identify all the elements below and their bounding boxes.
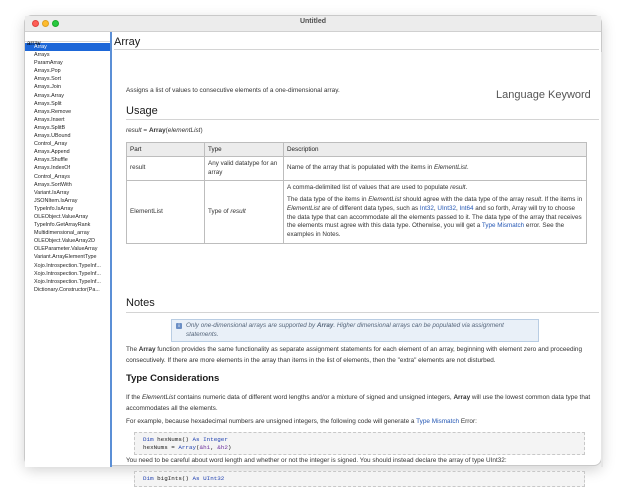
- row-type: [205, 181, 284, 243]
- page-title: Array: [114, 36, 141, 48]
- code-keyword: UInt32: [203, 475, 225, 482]
- para-text: For example, because hexadecimal numbers are unsigned integers, the following code will generate a: [126, 418, 417, 425]
- list-item[interactable]: Xojo.Introspection.TypeInf...: [34, 262, 101, 269]
- code-literal: &h2: [217, 443, 228, 451]
- desc-emphasis: ElementList: [434, 164, 467, 172]
- title-bar: [25, 16, 601, 32]
- code-line: [143, 475, 576, 483]
- code-text: hexNums(): [153, 436, 193, 443]
- usage-heading: Usage: [126, 105, 158, 117]
- type-paragraph-3: You need to be careful about word length and whether or not the integer is signed. You should instead declare the array of type UInt32:: [126, 457, 507, 464]
- note-strong: Array: [316, 322, 334, 329]
- desc-emphasis: result: [450, 184, 466, 192]
- list-item[interactable]: Arrays.SortWith: [34, 181, 72, 188]
- list-item[interactable]: Arrays.Shuffle: [34, 157, 68, 164]
- list-item[interactable]: Arrays: [34, 52, 50, 59]
- list-item[interactable]: Variant.ArrayElementType: [34, 254, 97, 261]
- row-part: result: [127, 157, 205, 181]
- list-item[interactable]: Control_Arrays: [34, 173, 70, 180]
- summary-text: Assigns a list of values to consecutive elements of a one-dimensional array.: [126, 87, 340, 94]
- list-item[interactable]: Variant.IsArray: [34, 189, 70, 196]
- para-text: will use the lowest common data type that accommodates all the elements.: [126, 394, 591, 412]
- code-keyword: Array: [178, 443, 197, 451]
- desc-text: . If the items in: [541, 196, 583, 204]
- int64-link[interactable]: Int64: [459, 204, 474, 212]
- header-description: Description: [284, 143, 587, 157]
- desc-text: Name of the array that is populated with the items in: [287, 164, 435, 172]
- list-item[interactable]: Arrays.Split: [34, 100, 62, 107]
- language-keyword-label: Language Keyword: [496, 89, 591, 101]
- desc-text: are of different data types, such as: [319, 204, 420, 212]
- desc-emphasis: result: [525, 196, 542, 204]
- list-item[interactable]: Xojo.Introspection.TypeInf...: [34, 270, 101, 277]
- list-item[interactable]: Multidimensional_array: [34, 230, 90, 237]
- desc-text: The data type of the items in: [287, 196, 369, 204]
- code-keyword: Dim: [143, 475, 154, 482]
- type-paragraph-2: [126, 417, 592, 428]
- type-mismatch-link[interactable]: Type Mismatch: [416, 418, 460, 425]
- list-item[interactable]: Arrays.UBound: [34, 133, 71, 140]
- list-item[interactable]: Arrays.IndexOf: [34, 165, 70, 172]
- content-pane: [114, 32, 603, 482]
- table-row: [127, 157, 587, 181]
- list-item[interactable]: Arrays.Join: [34, 84, 61, 91]
- list-item[interactable]: TypeInfo.GetArrayRank: [34, 222, 91, 229]
- table-row: [127, 181, 587, 243]
- title-divider: [114, 49, 599, 50]
- para-strong: Array: [138, 346, 156, 353]
- code-text: ): [227, 443, 232, 451]
- desc-text: ,: [455, 204, 460, 212]
- list-item[interactable]: JSONItem.IsArray: [34, 197, 78, 204]
- list-item[interactable]: Dictionary.Constructor(Pa...: [34, 286, 100, 293]
- list-item[interactable]: TypeInfo.IsArray: [34, 205, 74, 212]
- list-item[interactable]: Arrays.Insert: [34, 116, 65, 123]
- table-header-row: [127, 143, 587, 157]
- para-text: Error:: [459, 418, 477, 425]
- syntax-result: result: [126, 127, 142, 134]
- list-item[interactable]: ParamArray: [34, 60, 63, 67]
- para-text: contains numeric data of different word lengths and/or a mixture of signed and unsigned integers,: [175, 394, 454, 401]
- parameters-table: [126, 142, 587, 244]
- desc-paragraph: [287, 184, 583, 193]
- notes-heading: Notes: [126, 297, 155, 309]
- code-keyword: Integer: [203, 436, 228, 443]
- list-item[interactable]: Control_Array: [34, 141, 68, 148]
- desc-emphasis: ElementList: [368, 196, 402, 204]
- window-title: Untitled: [299, 18, 327, 25]
- type-text: Type of: [208, 207, 231, 215]
- para-text: The: [126, 346, 139, 353]
- syntax-arg: elementList: [167, 127, 201, 134]
- code-block-hexnums: [134, 432, 585, 455]
- syntax-equals: =: [141, 127, 149, 134]
- desc-text: .: [466, 164, 469, 172]
- list-item[interactable]: Arrays.SplitB: [34, 124, 66, 131]
- list-item[interactable]: Array: [25, 43, 110, 51]
- para-text: function provides the same functionality as separate assignment statements for each element of an array, beginning with element zero and proceeding consecutively. If there are more elements in the array than items in the list of elements, then the "extra" elements are not disturbed.: [126, 346, 583, 364]
- para-text: If the: [126, 394, 142, 401]
- sidebar: [25, 32, 112, 467]
- note-text: . Higher dimensional arrays can be populated via assignment statements.: [186, 322, 504, 338]
- header-part: Part: [127, 143, 205, 157]
- list-item[interactable]: Arrays.Array: [34, 92, 64, 99]
- info-icon: i: [176, 323, 182, 329]
- type-mismatch-link[interactable]: Type Mismatch: [481, 222, 525, 230]
- syntax-open-paren: (: [165, 127, 168, 134]
- list-item[interactable]: OLEParameter.ValueArray: [34, 246, 98, 253]
- type-considerations-heading: Type Considerations: [126, 373, 220, 384]
- desc-text: .: [465, 184, 468, 192]
- list-item[interactable]: Arrays.Remove: [34, 108, 72, 115]
- list-item[interactable]: Xojo.Introspection.TypeInf...: [34, 278, 101, 285]
- list-item[interactable]: Arrays.Append: [34, 149, 70, 156]
- list-item[interactable]: OLEObject.ValueArray2D: [34, 238, 96, 245]
- code-keyword: As: [192, 475, 200, 482]
- code-block-bigints: [134, 471, 585, 487]
- para-emphasis: ElementList: [142, 394, 176, 401]
- app-window: [24, 15, 602, 482]
- code-keyword: As: [192, 436, 200, 443]
- type-emphasis: result: [230, 207, 246, 215]
- desc-text: A comma-delimited list of values that are used to populate: [287, 184, 451, 192]
- code-text: bigInts(): [153, 475, 193, 482]
- uint32-link[interactable]: UInt32: [437, 204, 456, 212]
- note-text: Only one-dimensional arrays are supported by: [186, 322, 317, 329]
- notes-divider: [126, 312, 599, 313]
- row-description: [284, 157, 587, 181]
- row-type: Any valid datatype for an array: [205, 157, 284, 181]
- code-literal: &h1: [199, 443, 211, 451]
- list-item[interactable]: OLEObject.ValueArray: [34, 213, 89, 220]
- desc-text: ,: [433, 204, 438, 212]
- search-row: [25, 32, 110, 42]
- syntax-close-paren: ): [200, 127, 203, 134]
- usage-divider: [126, 119, 599, 120]
- vertical-scrollbar[interactable]: [601, 52, 603, 467]
- code-line: [143, 436, 576, 444]
- int32-link[interactable]: Int32: [419, 204, 434, 212]
- row-part: ElementList: [127, 181, 205, 243]
- list-item[interactable]: Arrays.Pop: [34, 68, 61, 75]
- code-text: ,: [210, 443, 218, 451]
- desc-text: should agree with the data type of the array: [401, 196, 526, 204]
- code-text: hexNums =: [143, 443, 179, 451]
- search-results-list: [25, 42, 110, 294]
- syntax-line: [126, 127, 203, 134]
- code-keyword: Dim: [143, 436, 154, 443]
- type-paragraph-1: [126, 393, 592, 414]
- desc-text: error. See the examples in Notes.: [287, 222, 565, 238]
- para-strong: Array: [453, 394, 471, 401]
- header-type: Type: [205, 143, 284, 157]
- row-description: [284, 181, 587, 243]
- notes-paragraph: [126, 345, 592, 366]
- code-line: [143, 444, 576, 452]
- list-item[interactable]: Arrays.Sort: [34, 76, 61, 83]
- syntax-function: Array: [148, 127, 166, 134]
- info-note: [171, 319, 539, 342]
- code-text: (: [196, 443, 200, 451]
- desc-emphasis: ElementList: [287, 204, 320, 212]
- desc-paragraph: [287, 196, 583, 240]
- desc-text: and so forth, Array will try to choose the data type that can accommodate all the elements passed to it. The data type of the array that receives the elements must agree with this data type. Otherwise, you will get a: [287, 204, 582, 230]
